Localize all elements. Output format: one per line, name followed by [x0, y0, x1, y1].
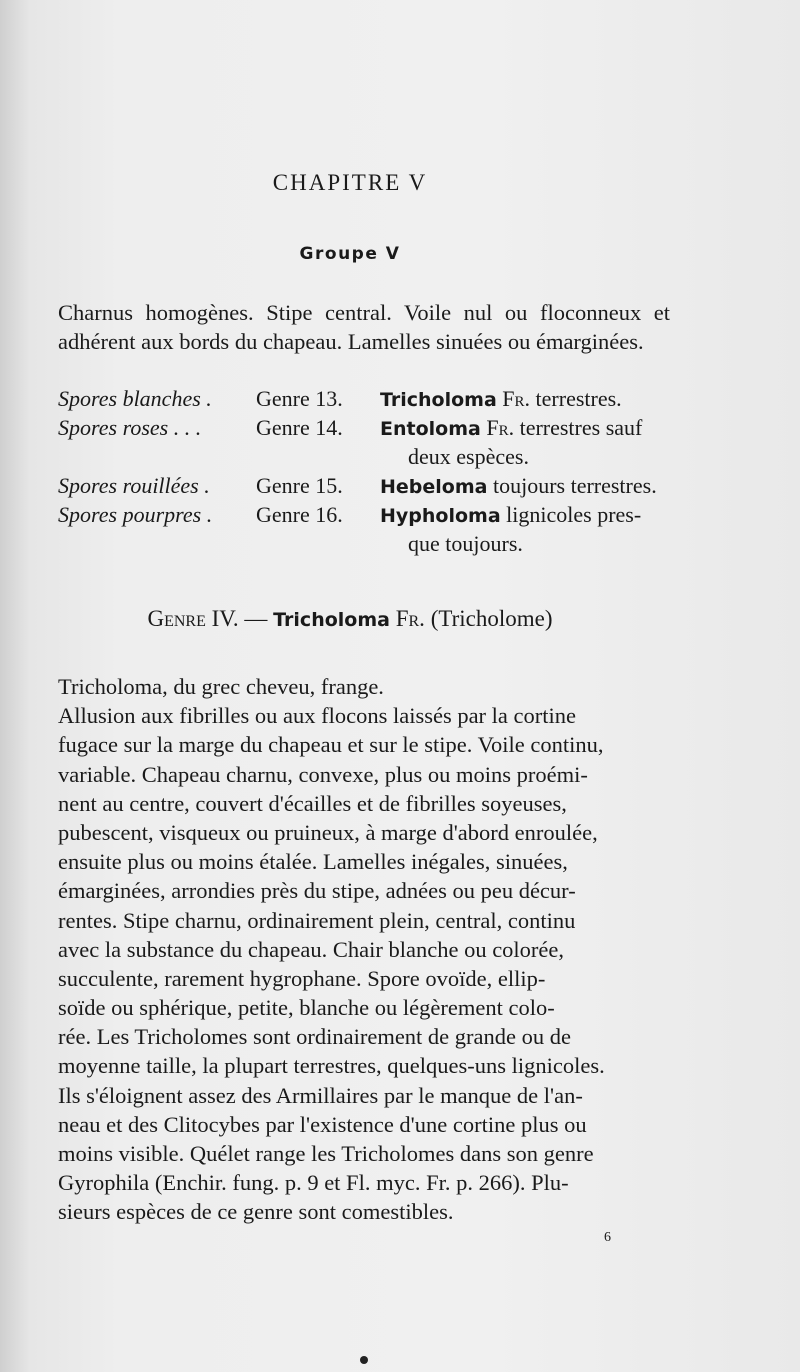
body-line: succulente, rarement hygrophane. Spore ovoïde, ellip- — [58, 965, 546, 991]
intro-text: Charnus homogènes. Stipe central. Voile nul ou floconneux et adhérent aux bords du chapeau. Lamelles sinuées ou émarginées. — [58, 300, 670, 354]
genus-description-continued: que toujours. — [408, 531, 523, 556]
genus-name: Tricholoma — [380, 389, 497, 411]
spore-color: Spores rouillées . — [58, 473, 210, 498]
genre-number: Genre 16. — [256, 502, 343, 527]
spore-row — [58, 415, 678, 444]
body-line: rée. Les Tricholomes sont ordinairement de grande ou de — [58, 1024, 571, 1050]
genre-number: Genre 15. — [256, 473, 343, 498]
spore-color: Spores roses . . . — [58, 415, 202, 440]
body-line: émarginées, arrondies près du stipe, adnées ou peu décur- — [58, 878, 576, 904]
genre-heading — [0, 606, 700, 632]
body-line: Gyrophila (Enchir. fung. p. 9 et Fl. myc. Fr. p. 266). Plu- — [58, 1170, 569, 1196]
genus-name: Hypholoma — [380, 505, 501, 527]
body-line: neau et des Clitocybes par l'existence d'une cortine plus ou — [58, 1111, 587, 1137]
body-line: avec la substance du chapeau. Chair blanche ou colorée, — [58, 936, 565, 962]
genus-description: terrestres sauf — [519, 415, 643, 440]
genre-suffix: (Tricholome) — [430, 606, 553, 631]
group-title: Groupe V — [299, 244, 401, 264]
genus-entry — [380, 415, 642, 441]
genus-entry — [380, 502, 641, 528]
body-line: Allusion aux fibrilles ou aux flocons laissés par la cortine — [58, 703, 577, 729]
chapter-title: CHAPITRE V — [272, 170, 428, 195]
body-line: Tricholoma, du grec cheveu, frange. — [58, 674, 384, 699]
genus-author: Fr. — [486, 415, 515, 440]
genre-number: Genre 14. — [256, 415, 343, 440]
body-line: variable. Chapeau charnu, convexe, plus ou moins proémi- — [58, 761, 588, 787]
body-line: soïde ou sphérique, petite, blanche ou légèrement colo- — [58, 995, 555, 1021]
genus-name: Hebeloma — [380, 476, 488, 498]
body-line: nent au centre, couvert d'écailles et de fibrilles soyeuses, — [58, 790, 567, 816]
spores-table — [58, 386, 678, 560]
genus-entry — [380, 386, 622, 412]
genre-description — [58, 672, 670, 1227]
spore-color: Spores blanches . — [58, 386, 212, 411]
spore-row — [58, 502, 678, 531]
genus-name: Entoloma — [380, 418, 481, 440]
body-line: pubescent, visqueux ou pruineux, à marge d'abord enroulée, — [58, 819, 598, 845]
genre-number: Genre 13. — [256, 386, 343, 411]
genre-prefix: Genre IV. — — [147, 606, 268, 631]
genus-description: terrestres. — [535, 386, 622, 411]
body-line: Ils s'éloignent assez des Armillaires par le manque de l'an- — [58, 1082, 583, 1108]
page-number: 6 — [604, 1230, 611, 1245]
genus-description: lignicoles pres- — [506, 502, 642, 527]
body-line: sieurs espèces de ce genre sont comestibles. — [58, 1199, 454, 1225]
spore-row — [58, 386, 678, 415]
spore-row-continuation — [58, 444, 678, 473]
spore-row-continuation — [58, 531, 678, 560]
spore-color: Spores pourpres . — [58, 502, 213, 527]
body-line: rentes. Stipe charnu, ordinairement plein, central, continu — [58, 907, 576, 933]
spore-row — [58, 473, 678, 502]
body-line: ensuite plus ou moins étalée. Lamelles inégales, sinuées, — [58, 849, 568, 875]
body-line: moins visible. Quélet range les Tricholomes dans son genre — [58, 1141, 594, 1166]
genus-description-continued: deux espèces. — [408, 444, 529, 469]
intro-paragraph — [58, 298, 670, 356]
genus-description: toujours terrestres. — [492, 473, 657, 498]
ink-dot — [360, 1356, 368, 1364]
body-line: moyenne taille, la plupart terrestres, quelques-uns lignicoles. — [58, 1053, 605, 1079]
genre-author: Fr. — [395, 606, 425, 631]
genre-name: Tricholoma — [273, 609, 390, 631]
body-line: fugace sur la marge du chapeau et sur le stipe. Voile continu, — [58, 732, 604, 758]
genus-author: Fr. — [502, 386, 531, 411]
genus-entry — [380, 473, 657, 499]
